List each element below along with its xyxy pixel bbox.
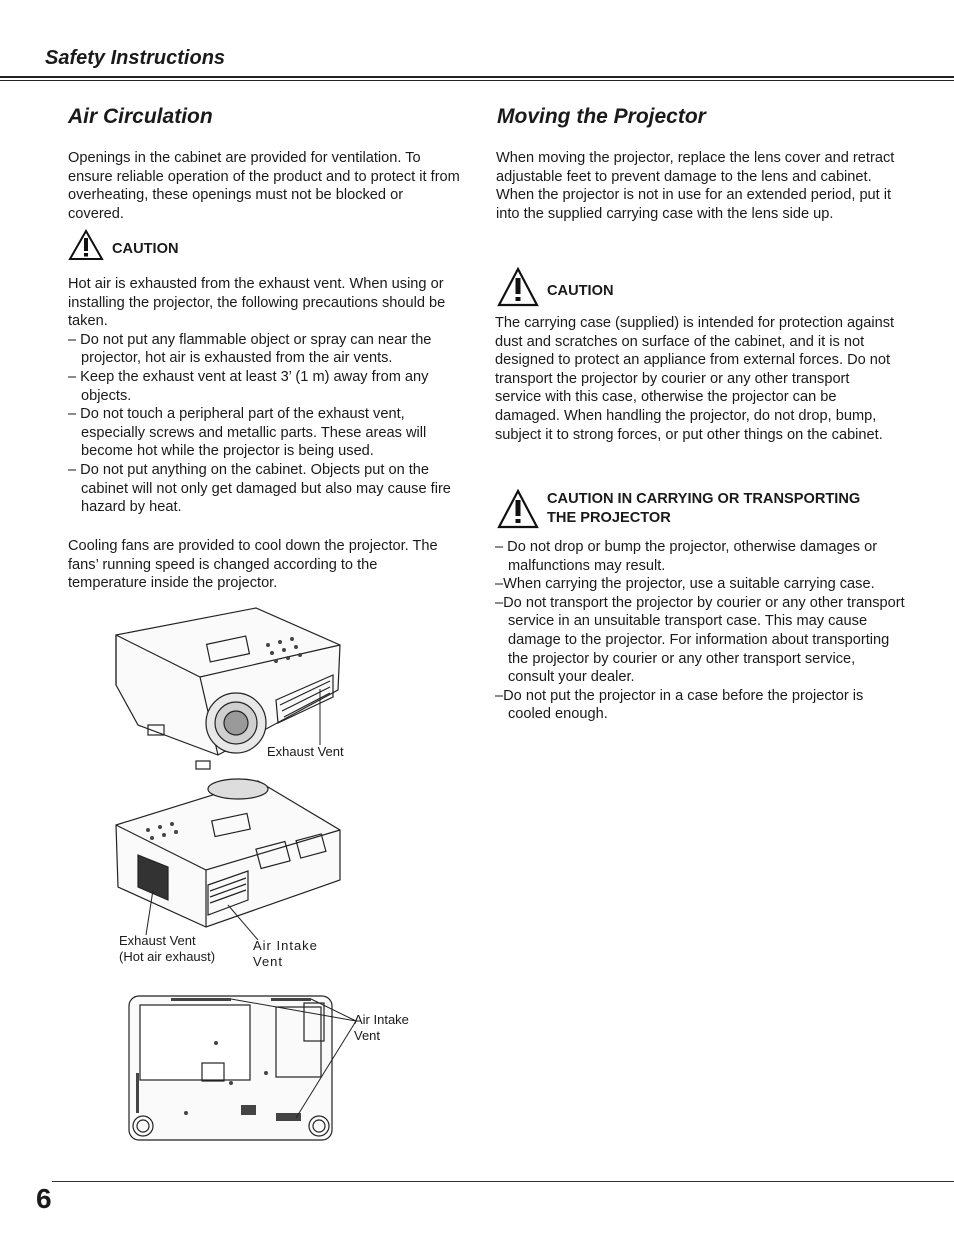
air-circulation-title: Air Circulation — [68, 105, 213, 128]
list-item: – Do not put anything on the cabinet. Objects put on the cabinet will not only get damaged but also may cause fire hazard by heat. — [68, 461, 451, 516]
list-item: – Do not touch a peripheral part of the exhaust vent, especially screws and metallic parts. These areas will become hot while the projector is being used. — [68, 406, 427, 460]
moving-caution-text: The carrying case (supplied) is intended for protection against dust and scratches on surface of the cabinet, and it is not designed to protect an appliance from external forces. Do not transport the projector by courier or any other transport service with this case, otherwise the projector can be damaged. When handling the projector, do not drop, bump, subject it to strong forces, or put other things on the cabinet. — [495, 315, 895, 443]
list-item: – Keep the exhaust vent at least 3’ (1 m) away from any objects. — [68, 368, 429, 404]
caution-list — [68, 331, 460, 517]
footer-divider — [52, 1181, 954, 1182]
air-intake-bottom-line2: Vent — [354, 1028, 381, 1043]
warning-triangle-icon — [497, 489, 539, 529]
moving-intro-2: When the projector is not in use for an extended period, put it into the supplied carrying case with the lens side up. — [496, 187, 892, 222]
transport-caution-label-line1: CAUTION IN CARRYING OR TRANSPORTING — [547, 491, 861, 507]
exhaust-vent-rear-label — [119, 933, 215, 965]
air-intake-bottom-label — [354, 1012, 409, 1044]
transport-caution-list — [495, 538, 905, 724]
header-divider-thick — [0, 76, 954, 78]
page-number: 6 — [36, 1183, 52, 1214]
air-circulation-caution-body — [68, 275, 460, 517]
air-intake-bottom-line1: Air Intake — [354, 1012, 409, 1027]
exhaust-vent-label: Exhaust Vent — [267, 744, 344, 759]
caution-intro: Hot air is exhausted from the exhaust vent. When using or installing the projector, the following precautions should be taken. — [68, 276, 446, 330]
list-item: –Do not put the projector in a case before the projector is cooled enough. — [495, 687, 864, 723]
air-circulation-intro: Openings in the cabinet are provided for ventilation. To ensure reliable operation of the product and to protect it from overheating, these openings must not be blocked or covered. — [68, 150, 460, 222]
running-header: Safety Instructions — [45, 47, 226, 69]
air-circulation-caution — [68, 229, 178, 261]
warning-triangle-icon — [68, 229, 104, 261]
moving-caution — [497, 267, 613, 307]
moving-intro — [496, 149, 904, 223]
list-item: –Do not transport the projector by courier or any other transport service in an unsuitable transport case. This may cause damage to the projector. For information about transporting the projector by courier or any other transport service, consult your dealer. — [495, 594, 905, 686]
transport-caution-label — [547, 490, 860, 528]
projector-rear-illustration — [108, 775, 348, 940]
warning-triangle-icon — [497, 267, 539, 307]
caution-label: CAUTION — [547, 283, 614, 299]
cooling-fans-text: Cooling fans are provided to cool down the projector. The fans’ running speed is changed according to the temperature inside the projector. — [68, 538, 438, 592]
transport-caution-label-line2: THE PROJECTOR — [547, 510, 671, 526]
list-item: –When carrying the projector, use a suitable carrying case. — [495, 576, 875, 593]
list-item: – Do not drop or bump the projector, otherwise damages or malfunctions may result. — [495, 539, 878, 574]
transport-caution — [497, 489, 860, 529]
air-intake-rear-line2: Vent — [253, 954, 284, 969]
caution-label: CAUTION — [112, 241, 179, 257]
hot-air-exhaust-text: (Hot air exhaust) — [119, 949, 216, 964]
list-item: – Do not put any flammable object or spray can near the projector, hot air is exhausted from the air vents. — [68, 331, 432, 367]
air-intake-rear-label — [253, 938, 318, 970]
moving-projector-title: Moving the Projector — [497, 105, 706, 128]
exhaust-vent-rear-text: Exhaust Vent — [119, 933, 196, 948]
moving-intro-1: When moving the projector, replace the lens cover and retract adjustable feet to prevent damage to the lens and cabinet. — [496, 150, 895, 185]
air-intake-rear-line1: Air Intake — [253, 938, 318, 953]
header-divider-thin — [0, 80, 954, 81]
transport-caution-body — [495, 538, 905, 724]
